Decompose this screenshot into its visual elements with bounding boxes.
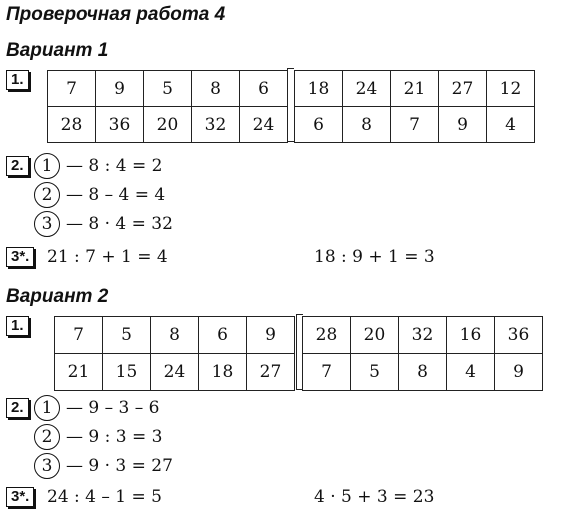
variant-2-heading: Вариант 2	[6, 286, 109, 307]
table-cell: 32	[399, 317, 447, 354]
table-cell: 15	[103, 354, 151, 391]
circled-number: 1	[34, 395, 60, 421]
task-1-number: 1.	[6, 316, 29, 336]
table-cell: 9	[96, 71, 144, 107]
variant-2-table-left	[54, 316, 295, 391]
table-cell: 6	[295, 107, 343, 143]
table-cell: 4	[487, 107, 535, 143]
table-cell: 12	[487, 71, 535, 107]
table-cell: 20	[351, 317, 399, 354]
table-cell: 28	[48, 107, 96, 143]
task-3-left-equation: 24 : 4 – 1 = 5	[47, 487, 162, 507]
table-cell: 5	[351, 354, 399, 391]
variant-2-table-right	[302, 316, 543, 391]
table-cell: 18	[199, 354, 247, 391]
table-cell: 20	[144, 107, 192, 143]
table-cell: 8	[151, 317, 199, 354]
table-cell: 6	[240, 71, 288, 107]
table-cell: 4	[447, 354, 495, 391]
table-cell: 8	[343, 107, 391, 143]
circled-number: 3	[34, 211, 60, 237]
table-cell: 36	[96, 107, 144, 143]
table-cell: 9	[247, 317, 295, 354]
table-cell: 6	[199, 317, 247, 354]
equation-line	[34, 182, 165, 208]
table-cell: 32	[192, 107, 240, 143]
task-2-number: 2.	[6, 398, 29, 418]
table-cell: 21	[55, 354, 103, 391]
variant-1-heading: Вариант 1	[6, 40, 109, 61]
table-cell: 8	[399, 354, 447, 391]
equation-line	[34, 395, 159, 421]
table-cell: 24	[240, 107, 288, 143]
variant-1-table-right	[294, 70, 535, 143]
equation-text: — 9 : 3 = 3	[66, 427, 163, 447]
table-bracket	[287, 68, 294, 142]
equation-text: — 9 – 3 – 6	[66, 398, 160, 418]
task-3-right-equation: 4 · 5 + 3 = 23	[314, 487, 435, 507]
table-cell: 18	[295, 71, 343, 107]
table-cell: 27	[439, 71, 487, 107]
task-3-right-equation: 18 : 9 + 1 = 3	[314, 247, 435, 267]
table-cell: 9	[495, 354, 543, 391]
page-title: Проверочная работа 4	[6, 4, 226, 25]
table-cell: 8	[192, 71, 240, 107]
table-cell: 21	[391, 71, 439, 107]
table-cell: 5	[103, 317, 151, 354]
task-2-number: 2.	[6, 156, 29, 176]
table-cell: 28	[303, 317, 351, 354]
equation-text: — 8 : 4 = 2	[66, 156, 163, 176]
table-cell: 7	[48, 71, 96, 107]
table-cell: 36	[495, 317, 543, 354]
circled-number: 1	[34, 153, 60, 179]
table-cell: 9	[439, 107, 487, 143]
table-cell: 27	[247, 354, 295, 391]
equation-text: — 9 · 3 = 27	[66, 456, 173, 476]
table-cell: 24	[343, 71, 391, 107]
table-cell: 16	[447, 317, 495, 354]
table-cell: 5	[144, 71, 192, 107]
task-3-left-equation: 21 : 7 + 1 = 4	[47, 247, 168, 267]
circled-number: 3	[34, 453, 60, 479]
equation-text: — 8 · 4 = 32	[66, 214, 173, 234]
circled-number: 2	[34, 182, 60, 208]
table-cell: 7	[303, 354, 351, 391]
equation-line	[34, 453, 173, 479]
equation-text: — 8 – 4 = 4	[66, 185, 166, 205]
equation-line	[34, 153, 162, 179]
table-cell: 7	[55, 317, 103, 354]
variant-1-table-left	[47, 70, 288, 143]
equation-line	[34, 211, 173, 237]
task-1-number: 1.	[6, 70, 29, 90]
task-3-number: 3*.	[6, 487, 34, 507]
circled-number: 2	[34, 424, 60, 450]
table-cell: 24	[151, 354, 199, 391]
table-cell: 7	[391, 107, 439, 143]
equation-line	[34, 424, 162, 450]
task-3-number: 3*.	[6, 247, 34, 267]
